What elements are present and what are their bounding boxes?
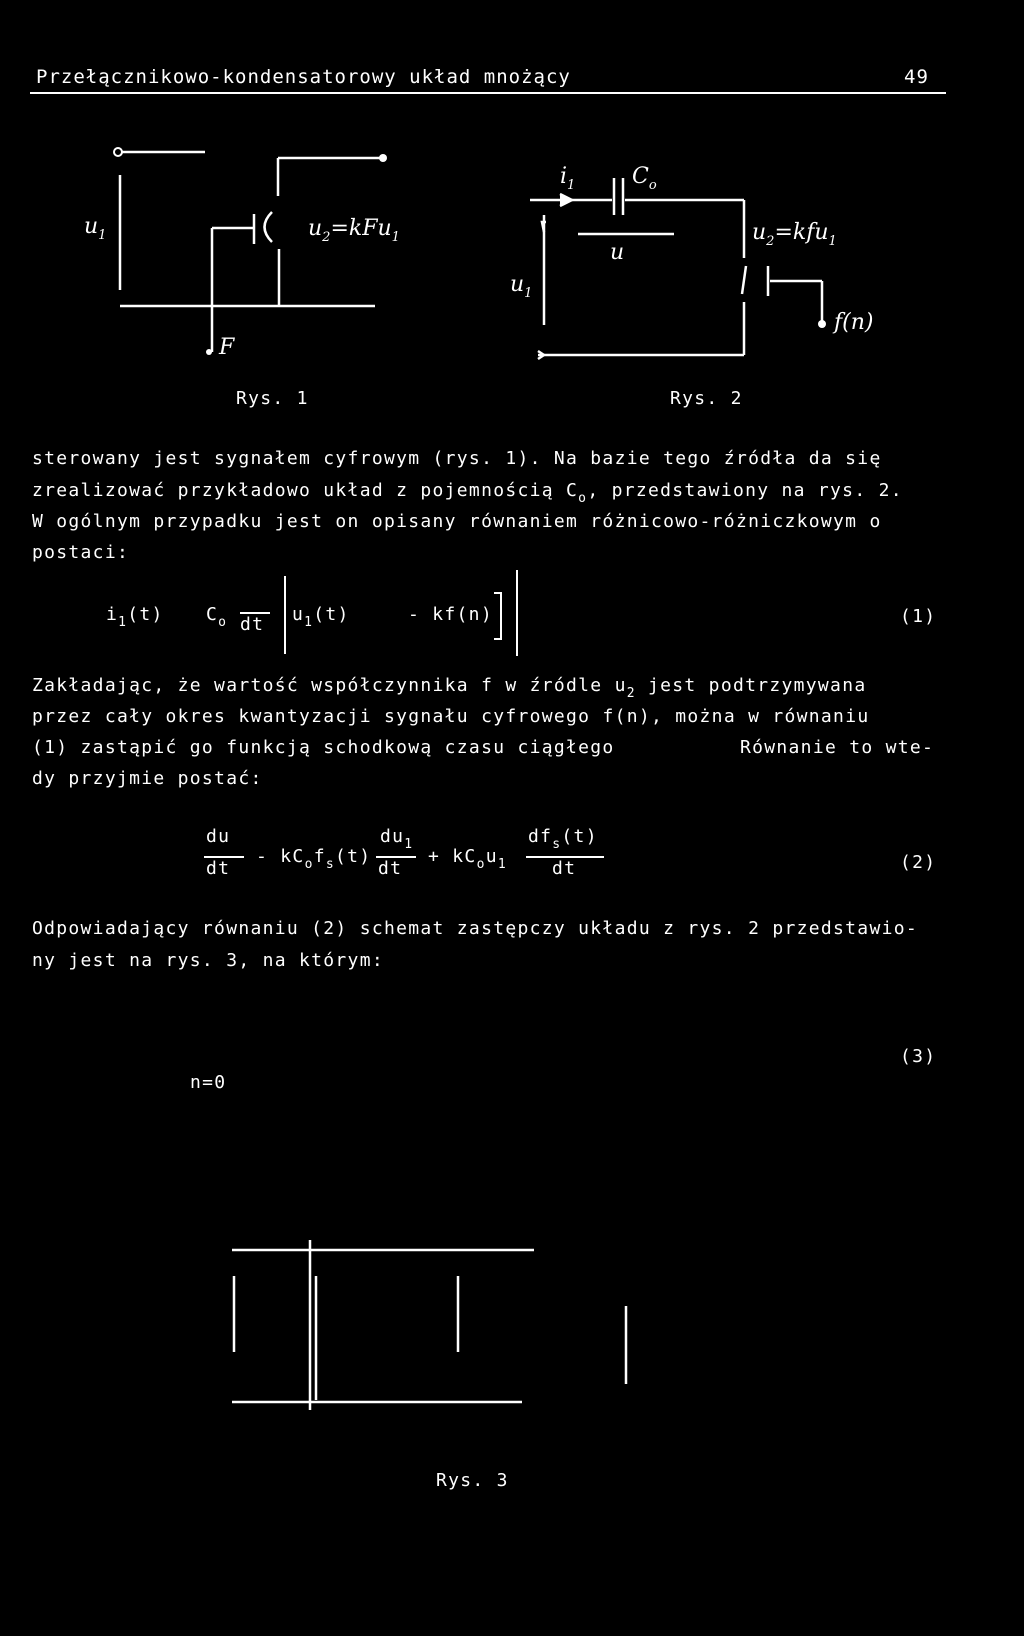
para2-line4: dy przyjmie postać:	[32, 768, 263, 789]
eq2-den2: dt	[378, 858, 403, 879]
running-header-title: Przełącznikowo-kondensatorowy układ mnożący	[36, 66, 571, 88]
eq3-number: (3)	[900, 1046, 937, 1067]
fig2-label-u: u	[610, 240, 625, 265]
para2-line2: przez cały okres kwantyzacji sygnału cyfrowego f(n), można w równaniu	[32, 706, 870, 727]
para1-line4: postaci:	[32, 542, 130, 563]
fig2-label-C0: $C_o$	[632, 164, 657, 193]
fig1-label-F: F	[219, 335, 235, 360]
eq1-term2: - kf(n)	[408, 604, 493, 625]
eq3-label: n=0	[190, 1072, 227, 1093]
fig2-label-i1: $i_1$	[560, 164, 576, 193]
para2-line3-tail: Równanie to wte-	[740, 737, 935, 758]
para1-line2: zrealizować przykładowo układ z pojemnością $C_o$, przedstawiony na rys. 2.	[32, 480, 903, 506]
para1-symbol-c0: $C_o$	[566, 480, 588, 506]
para2-symbol-u2: $u_2$	[614, 675, 636, 701]
fig2-caption: Rys. 2	[670, 388, 743, 409]
eq2-den1: dt	[206, 858, 231, 879]
eq2-num2: $du_1$	[380, 826, 414, 852]
fig2-label-u1: $u_1$	[510, 272, 533, 301]
para1-line1: sterowany jest sygnałem cyfrowym (rys. 1). Na bazie tego źródła da się	[32, 448, 882, 469]
page-number: 49	[904, 66, 929, 88]
para3-line1: Odpowiadający równaniu (2) schemat zastępczy układu z rys. 2 przedstawio-	[32, 918, 918, 939]
eq2-num3: $df_s(t)$	[528, 826, 598, 852]
fig2-label-fn: f(n)	[834, 310, 874, 335]
eq2-op2: + $kC_ou_1$	[428, 846, 507, 872]
eq2-number: (2)	[900, 852, 937, 873]
eq2-den3: dt	[552, 858, 577, 879]
para3-line2: ny jest na rys. 3, na którym:	[32, 950, 384, 971]
eq2-op1: - $kC_of_s(t)$	[256, 846, 372, 872]
eq1-inner: $u_1(t)$	[292, 604, 350, 630]
para1-line3: W ogólnym przypadku jest on opisany równaniem różnicowo-różniczkowym o	[32, 511, 882, 532]
para2-line1: Zakładając, że wartość współczynnika f w źródle $u_2$ jest podtrzymywana	[32, 675, 867, 701]
eq1-number: (1)	[900, 606, 937, 627]
eq1-coef: $C_o$	[206, 604, 228, 630]
para2-line3: (1) zastąpić go funkcją schodkową czasu ciągłego	[32, 737, 615, 758]
fig1-caption: Rys. 1	[236, 388, 309, 409]
eq1-deriv: dt	[240, 614, 265, 635]
eq2-num1: du	[206, 826, 231, 847]
fig3-caption: Rys. 3	[436, 1470, 509, 1491]
fig2-label-u2: $u_2=kfu_1$	[752, 220, 837, 249]
eq1-lhs: $i_1(t)$	[106, 604, 164, 630]
fig1-label-u2: $u_2=kFu_1$	[308, 216, 400, 245]
fig1-label-u1: $u_1$	[84, 214, 107, 243]
